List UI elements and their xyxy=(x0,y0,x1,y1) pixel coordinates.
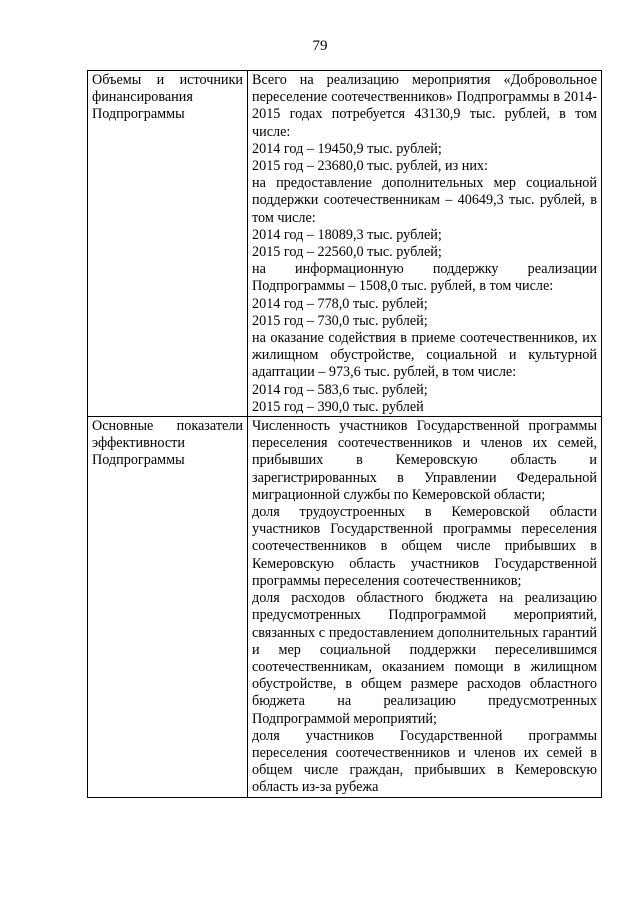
page-number: 79 xyxy=(312,38,328,54)
financing-line: 2015 год – 730,0 тыс. рублей; xyxy=(252,312,428,329)
financing-line: 2015 год – 390,0 тыс. рублей xyxy=(252,398,424,415)
financing-line: 2014 год – 778,0 тыс. рублей; xyxy=(252,295,428,312)
row-label-indicators: Основные показатели эффективности Подпрограммы xyxy=(92,418,243,469)
row-value-cell xyxy=(248,417,602,797)
financing-line: 2015 год – 22560,0 тыс. рублей; xyxy=(252,244,442,261)
subprogram-passport-table xyxy=(87,70,602,798)
financing-item-text: на оказание содействия в приеме соотечественников, их жилищном обустройстве, социальной и культурной адаптации – 973,6 тыс. рублей, в том числе: xyxy=(252,330,597,381)
financing-line: 2015 год – 23680,0 тыс. рублей, из них: xyxy=(252,158,488,175)
row-label-financing: Объемы и источники финансирования Подпрограммы xyxy=(92,72,243,123)
financing-total-text: Всего на реализацию мероприятия «Добровольное переселение соотечественников» Подпрограммы в 2014-2015 годах потребуется 43130,9 тыс. рублей, в том числе: xyxy=(252,72,597,140)
table-row-indicators xyxy=(88,417,602,797)
financing-line: 2014 год – 583,6 тыс. рублей; xyxy=(252,381,428,398)
indicator-text: Численность участников Государственной программы переселения соотечественников и членов их семей, прибывших в Кемеровскую область и зарегистрированных в Управлении Федеральной миграционной службы по Кемеровской области; xyxy=(252,418,597,503)
indicator-text: доля участников Государственной программы переселения соотечественников и членов их семей в общем числе граждан, прибывших в Кемеровскую область из-за рубежа xyxy=(252,727,597,796)
financing-item-text: на информационную поддержку реализации Подпрограммы – 1508,0 тыс. рублей, в том числе: xyxy=(252,261,597,295)
row-label-cell xyxy=(88,71,248,417)
financing-item-text: на предоставление дополнительных мер социальной поддержки соотечественникам – 40649,3 тыс. рублей, в том числе: xyxy=(252,175,597,226)
row-value-cell xyxy=(248,71,602,417)
row-label-cell xyxy=(88,417,248,797)
table-row-financing xyxy=(88,71,602,417)
indicator-text: доля трудоустроенных в Кемеровской области участников Государственной программы переселения соотечественников в общем числе прибывших в Кемеровскую область участников Государственной программы переселения соотечественников; xyxy=(252,504,597,589)
financing-line: 2014 год – 19450,9 тыс. рублей; xyxy=(252,140,442,157)
indicator-text: доля расходов областного бюджета на реализацию предусмотренных Подпрограммой мероприятий, связанных с предоставлением дополнительных гарантий и мер социальной поддержки переселившимся соотечественникам, оказанием помощи в жилищном обустройстве, в общем размере расходов областного бюджета на реализацию предусмотренных Подпрограммой мероприятий; xyxy=(252,590,597,727)
financing-line: 2014 год – 18089,3 тыс. рублей; xyxy=(252,226,442,243)
